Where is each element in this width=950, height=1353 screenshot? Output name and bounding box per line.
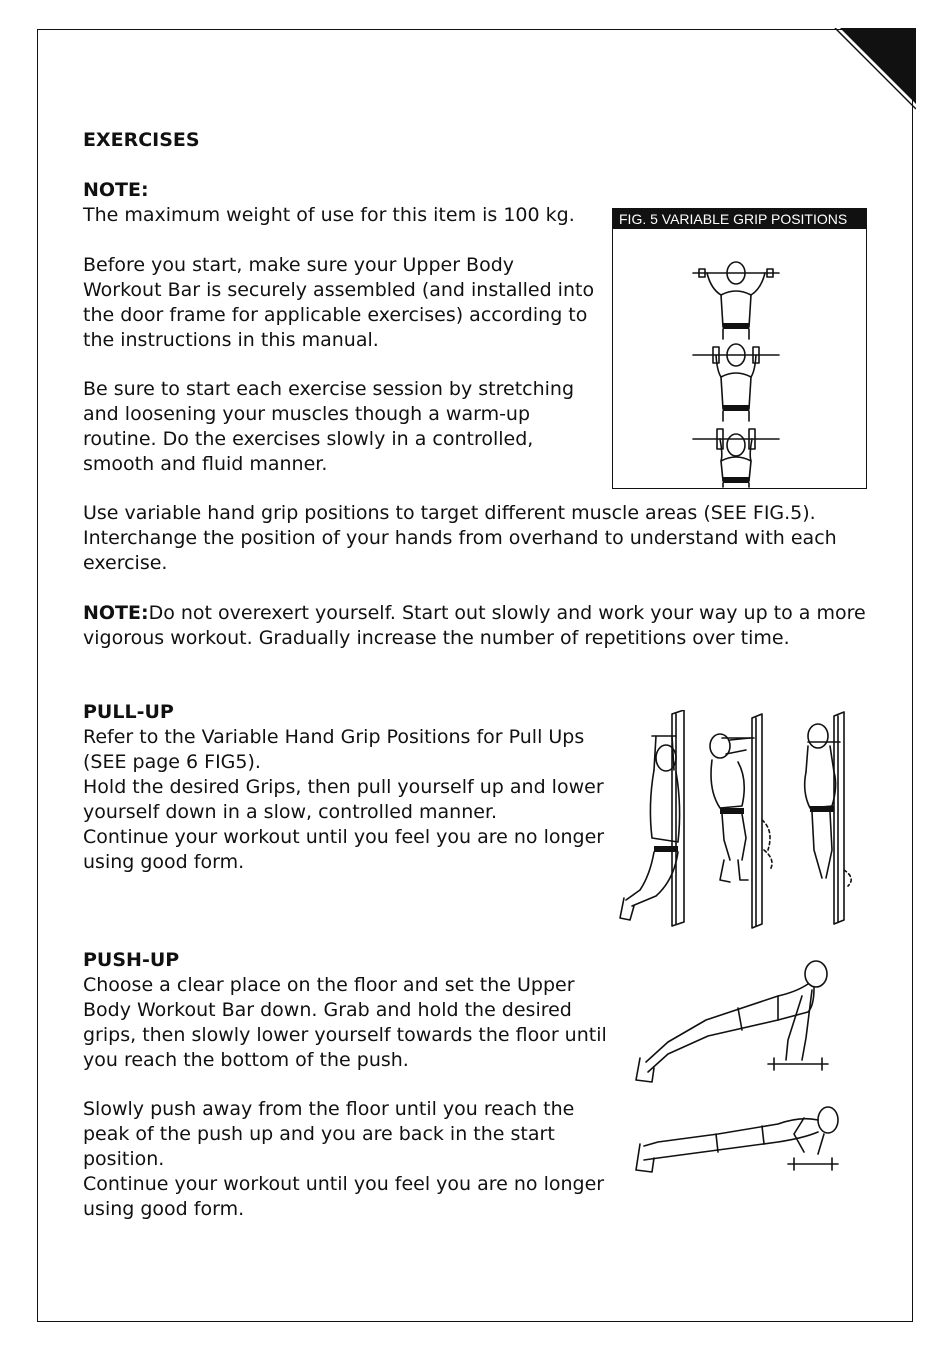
figure-5-grip-positions (612, 208, 867, 489)
note-label: NOTE: (83, 602, 149, 624)
pushup-up-illustration (628, 950, 858, 1090)
exercises-heading: EXERCISES (83, 129, 200, 151)
warmup-paragraph: Be sure to start each exercise session by stretching and loosening your muscles though a warm-up routine. Do the exercises slowly in a controlled, smooth and fluid manner. (83, 378, 575, 475)
max-weight-note: The maximum weight of use for this item is 100 kg. (83, 204, 575, 226)
overexert-note: NOTE:Do not overexert yourself. Start out slowly and work your way up to a more vigorous workout. Gradually increase the number of repetitions over time. (83, 602, 866, 649)
grip-paragraph: Use variable hand grip positions to target different muscle areas (SEE FIG.5). Interchange the position of your hands from overhand to understand with each exercise. (83, 502, 837, 574)
corner-marker-icon (832, 28, 916, 112)
assembly-paragraph: Before you start, make sure your Upper Body Workout Bar is securely assembled (and installed into the door frame for applicable exercises) according to the instructions in this manual. (83, 254, 595, 351)
figure-5-caption: FIG. 5 VARIABLE GRIP POSITIONS (613, 209, 866, 229)
pullup-heading: PULL-UP (83, 701, 174, 723)
pushup-down-illustration (628, 1098, 858, 1188)
pushup-heading: PUSH-UP (83, 949, 180, 971)
grip-positions-illustration (613, 229, 866, 488)
pullup-illustration (612, 710, 867, 930)
pushup-instructions-2: Slowly push away from the floor until you reach the peak of the push up and you are back in the start position. Continue your workout until you feel you are no longer using good form. (83, 1098, 605, 1220)
note-label: NOTE: (83, 179, 149, 201)
pushup-instructions-1: Choose a clear place on the floor and set the Upper Body Workout Bar down. Grab and hold the desired grips, then slowly lower yourself towards the floor until you reach the bottom of the push. (83, 974, 607, 1071)
pullup-instructions: Refer to the Variable Hand Grip Positions for Pull Ups (SEE page 6 FIG5). Hold the desired Grips, then pull yourself up and lower yourself down in a slow, controlled manner. Continue your workout until you feel you are no longer using good form. (83, 726, 605, 873)
